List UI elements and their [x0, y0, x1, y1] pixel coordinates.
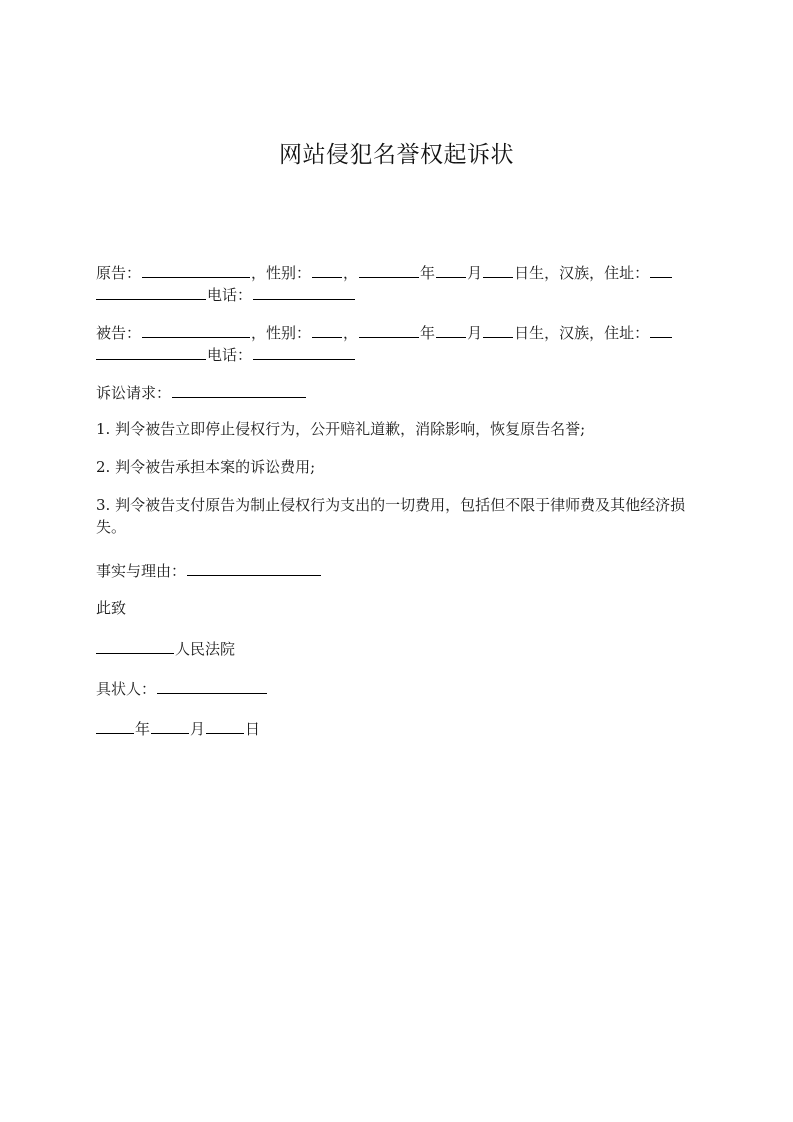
claims-blank	[172, 382, 306, 398]
defendant-address-blank	[650, 322, 672, 338]
defendant-day-blank	[483, 322, 513, 338]
date-day-label: 日	[245, 720, 261, 738]
defendant-year-label: 年	[420, 324, 436, 342]
facts-blank	[187, 560, 321, 576]
plaintiff-month-blank	[436, 262, 466, 278]
plaintiff-name-blank	[142, 262, 250, 278]
greeting: 此致	[96, 599, 127, 617]
claim-item-2: 2. 判令被告承担本案的诉讼费用;	[96, 458, 316, 476]
defendant-year-blank	[359, 322, 419, 338]
plaintiff-year-label: 年	[420, 264, 436, 282]
plaintiff-gender-blank	[312, 262, 342, 278]
claims-label: 诉讼请求：	[96, 384, 172, 402]
plaintiff-line-2	[96, 284, 356, 305]
plaintiff-phone-label: 电话：	[207, 286, 253, 304]
plaintiff-day-blank	[483, 262, 513, 278]
defendant-month-label: 月	[467, 324, 483, 342]
plaintiff-born-label: 日生，汉族，住址：	[514, 264, 650, 282]
plaintiff-line-1	[96, 262, 673, 283]
plaintiff-address-blank	[650, 262, 672, 278]
defendant-address-blank-2	[96, 344, 206, 360]
defendant-name-blank	[142, 322, 250, 338]
date-line	[96, 718, 260, 739]
date-year-blank	[96, 718, 134, 734]
signer-line	[96, 678, 268, 699]
facts-heading	[96, 560, 322, 581]
plaintiff-phone-blank	[253, 284, 355, 300]
defendant-line-1	[96, 322, 673, 343]
court-line	[96, 638, 235, 659]
defendant-gender-label: ，性别：	[251, 324, 312, 342]
defendant-month-blank	[436, 322, 466, 338]
court-name-blank	[96, 638, 174, 654]
signer-label: 具状人：	[96, 680, 157, 698]
claims-heading	[96, 382, 307, 403]
defendant-label: 被告：	[96, 324, 142, 342]
defendant-gender-blank	[312, 322, 342, 338]
facts-label: 事实与理由：	[96, 562, 187, 580]
date-month-blank	[151, 718, 189, 734]
plaintiff-comma: ，	[343, 264, 359, 282]
plaintiff-gender-label: ，性别：	[251, 264, 312, 282]
court-suffix: 人民法院	[175, 640, 236, 658]
plaintiff-label: 原告：	[96, 264, 142, 282]
plaintiff-address-blank-2	[96, 284, 206, 300]
signer-blank	[157, 678, 267, 694]
date-day-blank	[206, 718, 244, 734]
defendant-born-label: 日生，汉族，住址：	[514, 324, 650, 342]
plaintiff-year-blank	[359, 262, 419, 278]
date-month-label: 月	[190, 720, 206, 738]
date-year-label: 年	[135, 720, 151, 738]
defendant-comma: ，	[343, 324, 359, 342]
defendant-phone-blank	[253, 344, 355, 360]
claim-item-3: 3. 判令被告支付原告为制止侵权行为支出的一切费用，包括但不限于律师费及其他经济损失。	[96, 496, 686, 536]
defendant-phone-label: 电话：	[207, 346, 253, 364]
claim-item-1: 1. 判令被告立即停止侵权行为，公开赔礼道歉，消除影响，恢复原告名誉;	[96, 420, 586, 438]
document-title: 网站侵犯名誉权起诉状	[279, 142, 514, 168]
plaintiff-month-label: 月	[467, 264, 483, 282]
defendant-line-2	[96, 344, 356, 365]
